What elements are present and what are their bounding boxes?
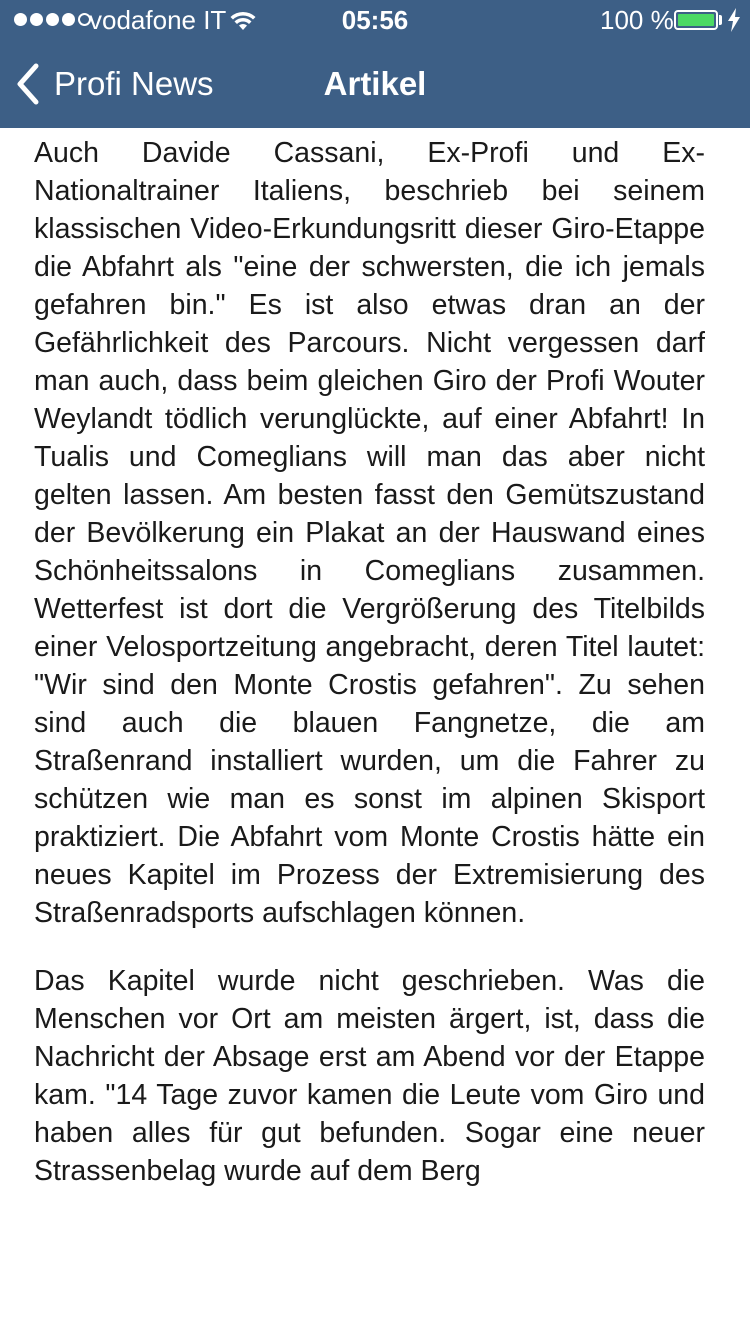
article-paragraph: Auch Davide Cassani, Ex-Profi und Ex-Nationaltrainer Italiens, beschrieb bei seinem klassischen Video-Erkundungsritt dieser Giro-Etappe die Abfahrt als "eine der schwersten, die ich jemals gefahren bin." Es ist also etwas dran an der Gefährlichkeit des Parcours. Nicht vergessen darf man auch, dass beim gleichen Giro der Profi Wouter Weylandt tödlich verunglückte, auf einer Abfahrt! In Tualis und Comeglians will man das aber nicht gelten lassen. Am besten fasst den Gemütszustand der Bevölkerung ein Plakat an der Hauswand eines Schönheitssalons in Comeglians zusammen. Wetterfest ist dort die Vergrößerung des Titelbilds einer Velosportzeitung angebracht, deren Titel lautet: "Wir sind den Monte Crostis gefahren". Zu sehen sind auch die blauen Fangnetze, die am Straßenrand installiert wurden, um die Fahrer zu schützen wie man es sonst im alpinen Skisport praktiziert. Die Abfahrt vom Monte Crostis hätte ein neues Kapitel im Prozess der Extremisierung des Straßenradsports aufschlagen können. (34, 137, 705, 929)
navigation-bar (0, 40, 750, 128)
battery-icon (674, 10, 718, 30)
article-paragraph: Das Kapitel wurde nicht geschrieben. Was die Menschen vor Ort am meisten ärgert, ist, dass die Nachricht der Absage erst am Abend vor der Etappe kam. "14 Tage zuvor kamen die Leute vom Giro und haben alles für gut befunden. Sogar eine neuer Strassenbelag wurde auf dem Berg (34, 965, 705, 1187)
page-title: Artikel (323, 65, 427, 102)
status-time: 05:56 (341, 5, 409, 35)
article-body[interactable] (34, 134, 705, 1226)
back-button-label: Profi News (54, 65, 214, 102)
top-bar (0, 0, 750, 128)
battery-cap (719, 15, 722, 25)
charging-bolt-icon (727, 8, 741, 32)
status-bar (0, 0, 750, 40)
battery-percentage: 100 % (600, 5, 674, 35)
battery-fill (678, 14, 714, 26)
carrier-name: vodafone IT (89, 5, 227, 35)
